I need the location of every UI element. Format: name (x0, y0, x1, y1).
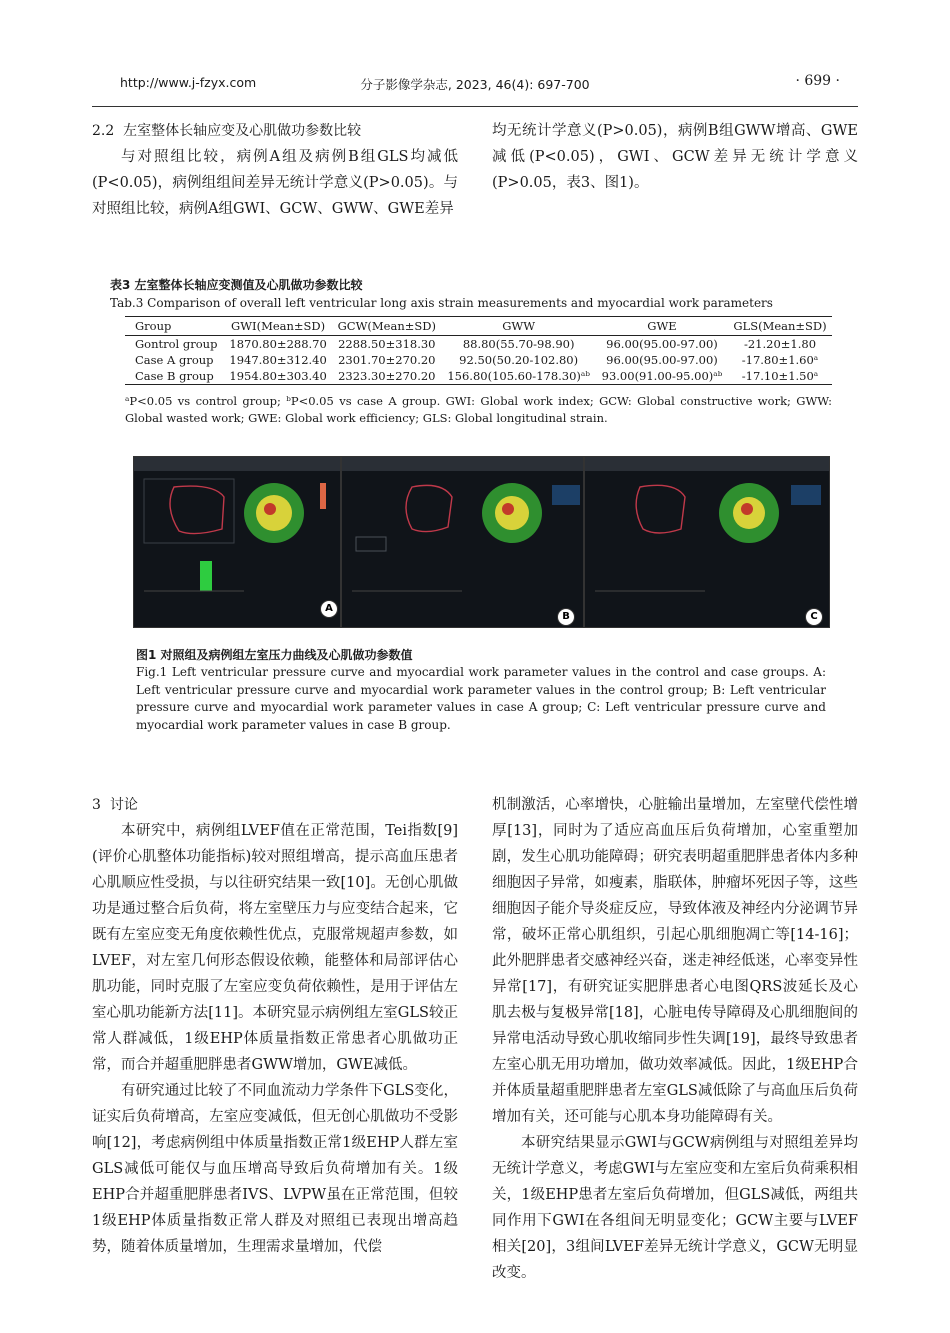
table-cell: -17.10±1.50ᵃ (728, 368, 832, 385)
table-cell: 1947.80±312.40 (229, 353, 327, 367)
table-cell: -17.80±1.60ᵃ (741, 353, 819, 367)
section-number: 2.2 (92, 123, 115, 139)
column-header: GLS(Mean±SD) (728, 317, 832, 336)
pressure-strain-loop-image (342, 457, 583, 627)
section-2-2-left-column (92, 118, 458, 222)
table-cell: 2301.70±270.20 (338, 353, 436, 367)
column-header: GCW(Mean±SD) (332, 317, 441, 336)
paragraph: 与对照组比较，病例A组及病例B组GLS均减低(P<0.05)，病例组组间差异无统计学意义(P>0.05)。与对照组比较，病例A组GWI、GCW、GWW、GWE差异 (92, 149, 458, 217)
table-cell: Case B group (125, 368, 224, 385)
table-cell: Gontrol group (135, 337, 218, 351)
panel-toolbar (585, 457, 829, 471)
table-cell: 156.80(105.60-178.30)ᵃᵇ (441, 368, 596, 385)
figure-panel-c (584, 456, 830, 628)
table-row (125, 336, 832, 353)
column-header: GWE (596, 317, 728, 336)
table-cell: -21.20±1.80 (743, 337, 817, 351)
paragraph: 有研究通过比较了不同血流动力学条件下GLS变化，证实后负荷增高，左室应变减低，但无创心肌做功不受影响[12]，考虑病例组中体质量指数正常1级EHP人群左室GLS减低可能仅与血压增高导致后负荷增加有关。1级EHP合并超重肥胖患者IVS、LVPW虽在正常范围，但较1级EHP体质量指数正常人群及对照组已表现出增高趋势，随着体质量增加，生理需求量增加，代偿 (92, 1083, 458, 1255)
panel-label-a: A (320, 600, 338, 618)
panel-toolbar (342, 457, 583, 471)
panel-label-c: C (805, 608, 823, 626)
figure-panel-a (133, 456, 341, 628)
paragraph: 均无统计学意义(P>0.05)，病例B组GWW增高、GWE减低(P<0.05)，GWI、GCW差异无统计学意义(P>0.05，表3、图1)。 (492, 123, 858, 191)
paragraph: 本研究中，病例组LVEF值在正常范围，Tei指数[9](评价心肌整体功能指标)较对照组增高，提示高血压患者心肌顺应性受损，与以往研究结果一致[10]。无创心肌做功是通过整合后负荷，将左室壁压力与应变结合起来，它既有左室应变无角度依赖性优点，克服常规超声参数，如LVEF，对左室几何形态假设依赖，能整体和局部评估心肌功能，同时克服了左室应变负荷依赖性，是用于评估左室心肌功能新方法[11]。本研究显示病例组左室GLS较正常人群减低，1级EHP体质量指数正常患者心肌做功正常，而合并超重肥胖患者GWW增加，GWE减低。 (92, 823, 458, 1073)
column-header: GWW (441, 317, 596, 336)
panel-label-b: B (557, 608, 575, 626)
table-cell: 93.00(91.00-95.00)ᵃᵇ (596, 368, 728, 385)
table-row (125, 368, 832, 385)
table-cell: 96.00(95.00-97.00) (606, 337, 718, 351)
section-3-heading (92, 792, 458, 818)
table-caption-en: Tab.3 Comparison of overall left ventricular long axis strain measurements and myocardial work parameters (110, 296, 773, 310)
table-cell: 2288.50±318.30 (338, 337, 436, 351)
column-header: GWI(Mean±SD) (224, 317, 332, 336)
column-header: Group (125, 317, 224, 336)
journal-url[interactable]: http://www.j-fzyx.com (120, 75, 257, 90)
table-cell: 1954.80±303.40 (224, 368, 332, 385)
table-cell: 88.80(55.70-98.90) (462, 337, 575, 351)
table-header-row (125, 317, 832, 336)
section-2-2-heading (92, 118, 458, 144)
table-cell: 96.00(95.00-97.00) (606, 353, 718, 367)
table-row (125, 352, 832, 368)
table-cell: 92.50(50.20-102.80) (459, 353, 579, 367)
section-title: 讨论 (109, 797, 138, 813)
table-3 (125, 316, 832, 385)
page-number: · 699 · (795, 73, 840, 89)
journal-citation: 分子影像学杂志, 2023, 46(4): 697-700 (360, 77, 590, 92)
pressure-strain-loop-image (134, 457, 340, 627)
table-caption-cn: 表3 左室整体长轴应变测值及心肌做功参数比较 (110, 278, 363, 292)
figure-caption-en: Fig.1 Left ventricular pressure curve and myocardial work parameter values in the control and case groups. A: Left ventricular pressure curve and myocardial work parameter values in the control group; B: Left ventricular pressure curve and myocardial work parameter values in case A group; C: Left ventricular pressure curve and myocardial work parameter values in case B group. (136, 665, 826, 732)
figure-caption-cn: 图1 对照组及病例组左室压力曲线及心肌做功参数值 (136, 648, 413, 662)
table-note: ᵃP<0.05 vs control group; ᵇP<0.05 vs case A group. GWI: Global work index; GCW: Global constructive work; GWW: Global wasted work; GWE: Global work efficiency; GLS: Global longitudinal strain. (125, 394, 832, 425)
pressure-strain-loop-image (585, 457, 829, 627)
table-cell: Case A group (135, 353, 214, 367)
section-3-right-column (492, 792, 858, 1286)
paragraph: 本研究结果显示GWI与GCW病例组与对照组差异均无统计学意义，考虑GWI与左室应变和左室后负荷乘积相关，1级EHP患者左室后负荷增加，但GLS减低，两组共同作用下GWI在各组间无明显变化；GCW主要与LVEF相关[20]，3组间LVEF差异无统计学意义，GCW无明显改变。 (492, 1135, 858, 1281)
section-2-2-right-column (492, 118, 858, 196)
figure-panel-b (341, 456, 584, 628)
panel-toolbar (134, 457, 340, 471)
table-cell: 2323.30±270.20 (332, 368, 441, 385)
section-3-left-column (92, 792, 458, 1260)
paragraph: 机制激活，心率增快，心脏输出量增加，左室壁代偿性增厚[13]，同时为了适应高血压后负荷增加，心室重塑加剧，发生心肌功能障碍；研究表明超重肥胖患者体内多种细胞因子异常，如瘦素，脂联体，肿瘤坏死因子等，这些细胞因子能介导炎症反应，导致体液及神经内分泌调节异常，破坏正常心肌组织，引起心肌细胞凋亡等[14-16]；此外肥胖患者交感神经兴奋，迷走神经低迷，心率变异性异常[17]，有研究证实肥胖患者心电图QRS波延长及心肌去极与复极异常[18]，心脏电传导障碍及心肌细胞间的异常电活动导致心肌收缩同步性失调[19]，最终导致患者左室心肌无用功增加，做功效率减低。因此，1级EHP合并体质量超重肥胖患者左室GLS减低除了与高血压后负荷增加有关，还可能与心肌本身功能障碍有关。 (492, 797, 858, 1125)
section-number: 3 (92, 797, 101, 813)
section-title: 左室整体长轴应变及心肌做功参数比较 (123, 123, 362, 139)
table-cell: 1870.80±288.70 (229, 337, 327, 351)
running-header (92, 72, 858, 107)
